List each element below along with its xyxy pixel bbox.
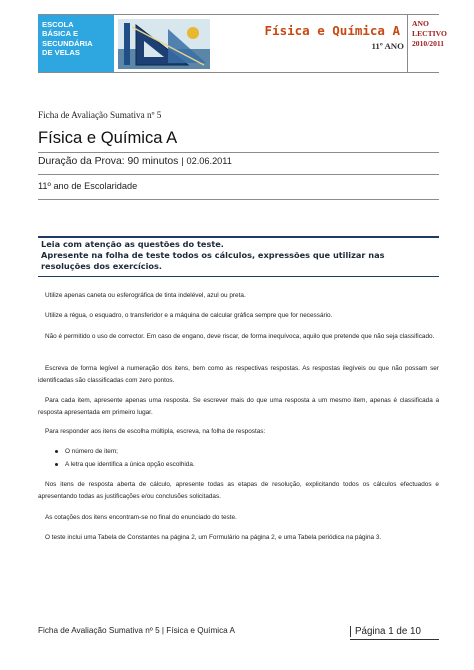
exam-duration-line — [38, 156, 232, 167]
page-number-rule — [350, 639, 439, 640]
list-item — [55, 461, 195, 468]
school-name-line: ESCOLA — [42, 20, 74, 29]
header-divider — [407, 15, 408, 72]
exam-duration: Duração da Prova: 90 minutos — [38, 156, 179, 167]
notice-box — [38, 236, 439, 277]
duration-separator: | — [181, 156, 184, 166]
footer-text: Ficha de Avaliação Sumativa nº 5 | Física e Química A — [38, 626, 236, 635]
document-title: Física e Química A — [38, 128, 178, 147]
bullet-text: O número de item; — [65, 448, 118, 455]
instruction-paragraph: O teste inclui uma Tabela de Constantes na página 2, um Formulário na página 2, e uma Tabela periódica na página 3. — [45, 534, 382, 541]
page-number: Página 1 de 10 — [350, 626, 421, 637]
instruction-paragraph: As cotações dos itens encontram-se no final do enunciado do teste. — [45, 514, 237, 521]
instruction-paragraph: Utilize a régua, o esquadro, o transferidor e a máquina de calcular gráfica sempre que for necessário. — [45, 312, 333, 319]
school-logo-image — [118, 19, 210, 69]
notice-line-2: Apresente na folha de teste todos os cálculos, expressões que utilizar nas resoluções dos exercícios. — [41, 250, 385, 271]
grade-rule — [38, 199, 439, 200]
subject-title: Física e Química A — [264, 23, 400, 38]
bullet-text: A letra que identifica a única opção escolhida. — [65, 461, 195, 468]
instruction-paragraph: Escreva de forma legível a numeração dos itens, bem como as respectivas respostas. As respostas ilegíveis ou que não possam ser identificadas são classificadas com zero pontos. — [38, 365, 439, 384]
title-rule — [38, 152, 439, 153]
duration-rule — [38, 174, 439, 175]
school-name-block — [38, 15, 114, 72]
ficha-label: Ficha de Avaliação Sumativa nº 5 — [38, 110, 162, 120]
school-year-line: 2010/2011 — [412, 39, 445, 49]
school-year-block — [412, 19, 447, 50]
notice-line-1: Leia com atenção as questões do teste. — [41, 239, 224, 249]
instruction-paragraph: Não é permitido o uso de corrector. Em caso de engano, deve riscar, de forma inequívoca, aquilo que pretende que não seja classificado. — [45, 333, 435, 340]
bullet-dot — [55, 463, 58, 466]
school-year-line: LECTIVO — [412, 29, 447, 39]
school-name-line: BÁSICA E — [42, 29, 79, 39]
instruction-paragraph: Para cada item, apresente apenas uma resposta. Se escrever mais do que uma resposta a um mesmo item, apenas é classificada a resposta apresentada em primeiro lugar. — [38, 397, 439, 416]
instruction-paragraph: Utilize apenas caneta ou esferográfica de tinta indelével, azul ou preta. — [45, 292, 246, 299]
document-header — [38, 14, 447, 73]
bullet-dot — [55, 450, 58, 453]
school-name-line: SECUNDÁRIA — [42, 38, 93, 48]
grade-level: 11º ano de Escolaridade — [38, 181, 138, 191]
instruction-paragraph: Nos itens de resposta aberta de cálculo, apresente todas as etapas de resolução, explicitando todos os cálculos efectuados e apresentando todas as justificações e/ou conclusões solicitadas. — [38, 481, 439, 500]
exam-date: 02.06.2011 — [186, 156, 232, 166]
school-year-line: ANO — [412, 19, 429, 28]
school-name-line: DE VELAS — [42, 48, 80, 58]
grade-label: 11º ANO — [371, 41, 404, 51]
list-item — [55, 448, 118, 455]
instruction-paragraph: Para responder aos itens de escolha múltipla, escreva, na folha de respostas: — [45, 428, 266, 435]
